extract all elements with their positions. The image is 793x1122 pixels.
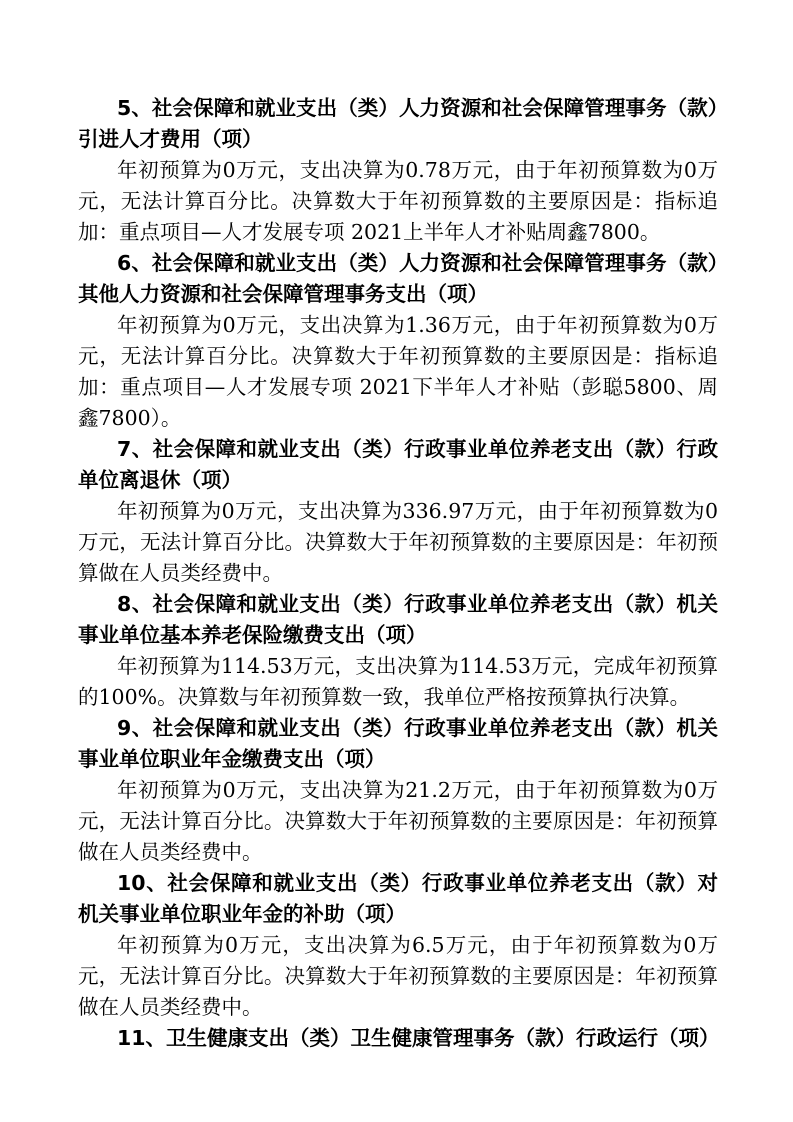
section-9 (78, 713, 718, 868)
section-title: 6、社会保障和就业支出（类）人力资源和社会保障管理事务（款）其他人力资源和社会保障管理事务支出（项） (78, 251, 718, 306)
section-body: 年初预算为0万元，支出决算为6.5万元，由于年初预算数为0万元，无法计算百分比。决算数大于年初预算数的主要原因是：年初预算做在人员类经费中。 (78, 933, 718, 1019)
section-body: 年初预算为0万元，支出决算为21.2万元，由于年初预算数为0万元，无法计算百分比。决算数大于年初预算数的主要原因是：年初预算做在人员类经费中。 (78, 778, 718, 864)
document-page (78, 93, 718, 1054)
section-body: 年初预算为0万元，支出决算为0.78万元，由于年初预算数为0万元，无法计算百分比。决算数大于年初预算数的主要原因是：指标追加：重点项目—人才发展专项 2021上半年人才补贴周鑫7800。 (78, 158, 718, 244)
section-title: 9、社会保障和就业支出（类）行政事业单位养老支出（款）机关事业单位职业年金缴费支出（项） (78, 716, 718, 771)
section-5 (78, 93, 718, 248)
section-title: 11、卫生健康支出（类）卫生健康管理事务（款）行政运行（项） (117, 1026, 720, 1050)
section-title: 10、社会保障和就业支出（类）行政事业单位养老支出（款）对机关事业单位职业年金的补助（项） (78, 871, 718, 926)
section-8 (78, 589, 718, 713)
section-title: 8、社会保障和就业支出（类）行政事业单位养老支出（款）机关事业单位基本养老保险缴费支出（项） (78, 592, 718, 647)
section-11 (78, 1023, 718, 1054)
section-title: 5、社会保障和就业支出（类）人力资源和社会保障管理事务（款）引进人才费用（项） (78, 96, 718, 151)
section-body: 年初预算为114.53万元，支出决算为114.53万元，完成年初预算的100%。决算数与年初预算数一致，我单位严格按预算执行决算。 (78, 654, 718, 709)
section-6 (78, 248, 718, 434)
section-body: 年初预算为0万元，支出决算为336.97万元，由于年初预算数为0万元，无法计算百分比。决算数大于年初预算数的主要原因是：年初预算做在人员类经费中。 (78, 499, 718, 585)
section-title: 7、社会保障和就业支出（类）行政事业单位养老支出（款）行政单位离退休（项） (78, 437, 718, 492)
section-10 (78, 868, 718, 1023)
section-7 (78, 434, 718, 589)
section-body: 年初预算为0万元，支出决算为1.36万元，由于年初预算数为0万元，无法计算百分比。决算数大于年初预算数的主要原因是：指标追加：重点项目—人才发展专项 2021下半年人才补贴（彭聪5800、周鑫7800）。 (78, 313, 718, 430)
